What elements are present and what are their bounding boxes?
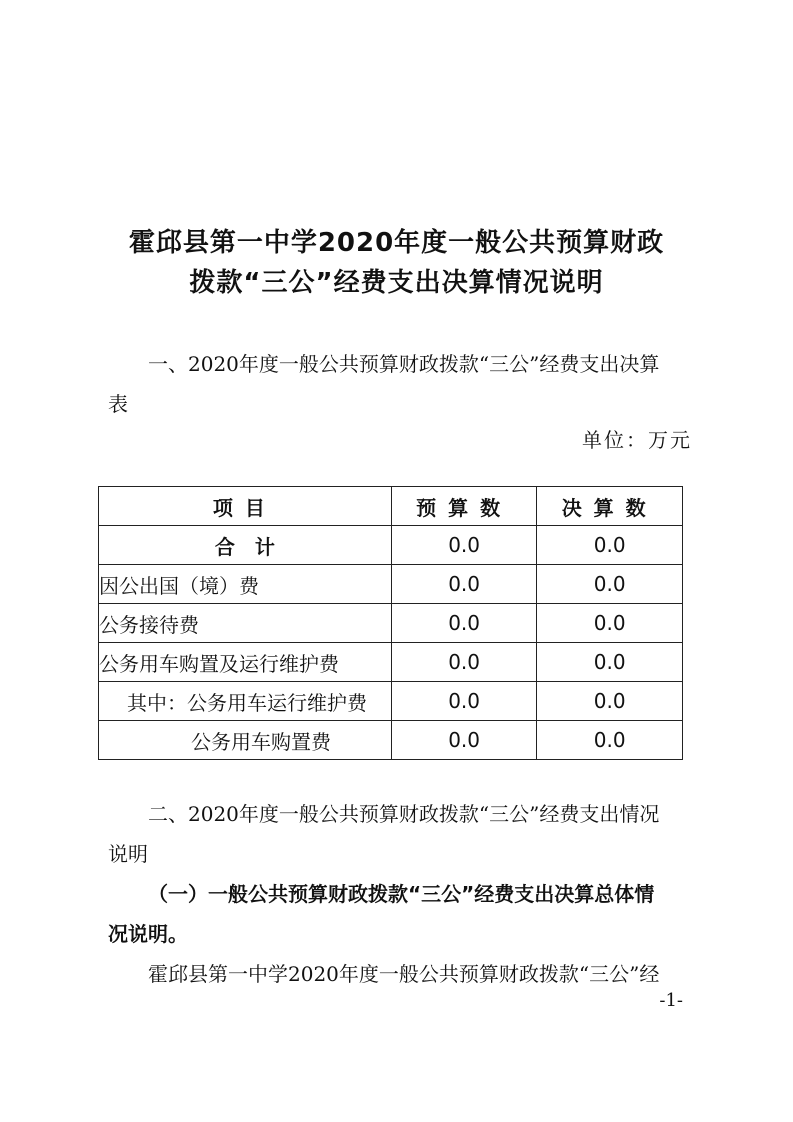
subsection1-heading-continued: 况说明。 [108,922,188,946]
section2-heading-continued: 说明 [108,842,148,866]
row-actual-value: 0.0 [537,526,683,565]
unit-label: 单位：万元 [582,428,692,452]
row-item-label: 其中：公务用车运行维护费 [99,682,392,721]
row-actual-value: 0.0 [537,604,683,643]
row-actual-value: 0.0 [537,721,683,760]
row-actual-value: 0.0 [537,643,683,682]
row-actual-value: 0.0 [537,682,683,721]
row-budget-value: 0.0 [391,604,537,643]
document-title-line-2: 拨款“三公”经费支出决算情况说明 [189,268,604,298]
header-actual: 决算数 [537,487,683,526]
table-row-reception [99,604,683,643]
three-public-expenses-table [98,486,683,760]
row-budget-value: 0.0 [391,526,537,565]
header-item: 项目 [99,487,392,526]
body-paragraph-line: 霍邱县第一中学2020年度一般公共预算财政拨款“三公”经 [148,962,660,986]
section1-heading: 一、2020年度一般公共预算财政拨款“三公”经费支出决算 [148,352,660,376]
table-row-overseas [99,565,683,604]
row-budget-value: 0.0 [391,643,537,682]
document-title-line-1: 霍邱县第一中学2020年度一般公共预算财政 [128,228,665,258]
row-budget-value: 0.0 [391,682,537,721]
table-row-vehicle-maintenance [99,682,683,721]
subsection1-heading: （一）一般公共预算财政拨款“三公”经费支出决算总体情 [148,882,655,906]
row-item-label: 公务用车购置及运行维护费 [99,643,392,682]
row-budget-value: 0.0 [391,565,537,604]
row-item-label: 合计 [99,526,392,565]
table-row-vehicles [99,643,683,682]
row-item-label: 因公出国（境）费 [99,565,392,604]
header-budget: 预算数 [391,487,537,526]
table-row-vehicle-purchase [99,721,683,760]
row-budget-value: 0.0 [391,721,537,760]
row-item-label: 公务用车购置费 [99,721,392,760]
row-item-label: 公务接待费 [99,604,392,643]
page-number: -1- [659,990,683,1011]
table-header-row [99,487,683,526]
section2-heading: 二、2020年度一般公共预算财政拨款“三公”经费支出情况 [148,802,660,826]
row-actual-value: 0.0 [537,565,683,604]
table-row-total [99,526,683,565]
section1-heading-continued: 表 [108,392,128,416]
